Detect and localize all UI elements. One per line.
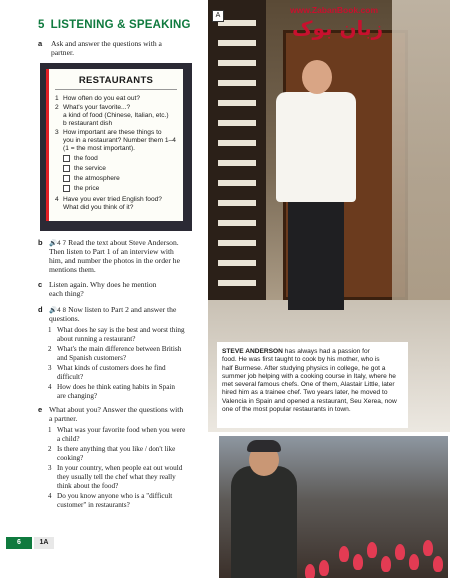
exercise-a-line2: partner. [51, 48, 74, 57]
exercise-b-line3: him, and number the photos in the order he [49, 256, 180, 265]
photo-market-scene [219, 436, 448, 578]
card-q3-number: 3 [55, 129, 59, 136]
audio-icon[interactable]: 🔊4 7 [49, 240, 67, 247]
e-item: 3 In your country, when people eat out would [48, 464, 183, 472]
card-q1-text: How often do you eat out? [63, 95, 140, 102]
card-q4-number: 4 [55, 196, 59, 203]
d-item-cont: about running a restaurant? [57, 335, 136, 343]
card-q4-line2: What did you think of it? [63, 204, 134, 211]
e-item: 1 What was your favorite food when you were [48, 426, 186, 434]
d-item-cont: difficult? [57, 373, 84, 381]
chef-head [302, 60, 332, 94]
card-q4-line1: Have you ever tried English food? [63, 196, 162, 203]
e-item: 2 Is there anything that you like / don't like [48, 445, 176, 453]
option-price: the price [74, 185, 100, 192]
card-q3-line3: (1 = the most important). [63, 145, 136, 152]
watermark-url: www.ZabanBook.com [290, 5, 379, 15]
exercise-column [0, 0, 206, 578]
exercise-b-line2: Then listen to Part 1 of an interview with [49, 247, 174, 256]
audio-icon[interactable]: 🔊4 8 [49, 307, 67, 314]
d-item-cont: and Spanish customers? [57, 354, 127, 362]
chef-legs [288, 200, 344, 310]
exercise-a-letter: a [38, 39, 43, 48]
exercise-d-line2: questions. [49, 314, 80, 323]
exercise-a-line1: Ask and answer the questions with a [51, 39, 162, 48]
man-in-coat [231, 466, 297, 578]
exercise-b-line1: 🔊4 7 Read the text about Steve Anderson. [49, 238, 179, 247]
exercise-c-letter: c [38, 280, 43, 289]
chef-body [276, 92, 356, 202]
d-item-cont: are changing? [57, 392, 98, 400]
d-item: 3 What kinds of customers does he find [48, 364, 166, 372]
card-q2a: a kind of food (Chinese, Italian, etc.) [63, 112, 169, 119]
e-item-cont: customer" in restaurants? [57, 501, 130, 509]
card-title: RESTAURANTS [78, 75, 154, 86]
d-item: 1 What does he say is the best and worst thing [48, 326, 185, 334]
exercise-e-line1: What about you? Answer the questions with [49, 405, 184, 414]
exercise-e-letter: e [38, 405, 43, 414]
exercise-d-line1: 🔊4 8 Now listen to Part 2 and answer the [49, 305, 177, 314]
section-heading [38, 19, 191, 31]
signage-wall [208, 0, 266, 330]
exercise-b-line4: mentions them. [49, 265, 96, 274]
steve-anderson-caption: STEVE ANDERSON has always had a passion for food. He was first taught to cook by his mother, who is half Burmese. After studying physics in college, he got a summer job helping with a cooking course in Italy, where he met several famous chefs. One of them, Alastair Little, later hired him as a trainee chef. Two years later, he moved to Valencia in Spain and opened a restaurant, Seu Xerea, now one of the most popular restaurants in town. [217, 342, 408, 428]
e-item-cont: they usually tell the chef what they really [57, 473, 176, 481]
photo-a-label: A [212, 10, 224, 22]
exercise-c-line1: Listen again. Why does he mention [49, 280, 157, 289]
watermark-logo: زبان بوک [292, 16, 384, 40]
option-atmosphere: the atmosphere [74, 175, 120, 182]
option-service: the service [74, 165, 106, 172]
e-item: 4 Do you know anyone who is a "difficult [48, 492, 173, 500]
caption-name: STEVE ANDERSON [222, 348, 283, 355]
exercise-e-line2: a partner. [49, 414, 78, 423]
card-q2b: b restaurant dish [63, 120, 113, 127]
page-number: 6 [6, 537, 32, 549]
option-food: the food [74, 155, 98, 162]
card-q2-text: What's your favorite...? [63, 104, 131, 111]
glass-panel [392, 0, 450, 330]
section-number: 5 [38, 19, 45, 31]
option-checkbox-service[interactable] [63, 165, 70, 172]
card-q3-line1: How important are these things to [63, 129, 162, 136]
e-item-cont: cooking? [57, 454, 84, 462]
card-q3-line2: you in a restaurant? Number them 1–4 [63, 137, 176, 144]
option-checkbox-atmosphere[interactable] [63, 175, 70, 182]
card-divider [55, 89, 177, 90]
e-item-cont: think about the food? [57, 482, 119, 490]
exercise-d-letter: d [38, 305, 43, 314]
option-checkbox-food[interactable] [63, 155, 70, 162]
option-checkbox-price[interactable] [63, 185, 70, 192]
card-q2-number: 2 [55, 104, 59, 111]
d-item: 4 How does he think eating habits in Spain [48, 383, 175, 391]
exercise-c-line2: each thing? [49, 289, 84, 298]
section-title: LISTENING & SPEAKING [50, 19, 191, 31]
unit-label: 1A [34, 537, 54, 549]
card-q1-number: 1 [55, 95, 59, 102]
restaurants-card [46, 69, 183, 221]
man-cap [247, 440, 281, 452]
exercise-b-letter: b [38, 238, 43, 247]
e-item-cont: a child? [57, 435, 80, 443]
d-item: 2 What's the main difference between British [48, 345, 182, 353]
